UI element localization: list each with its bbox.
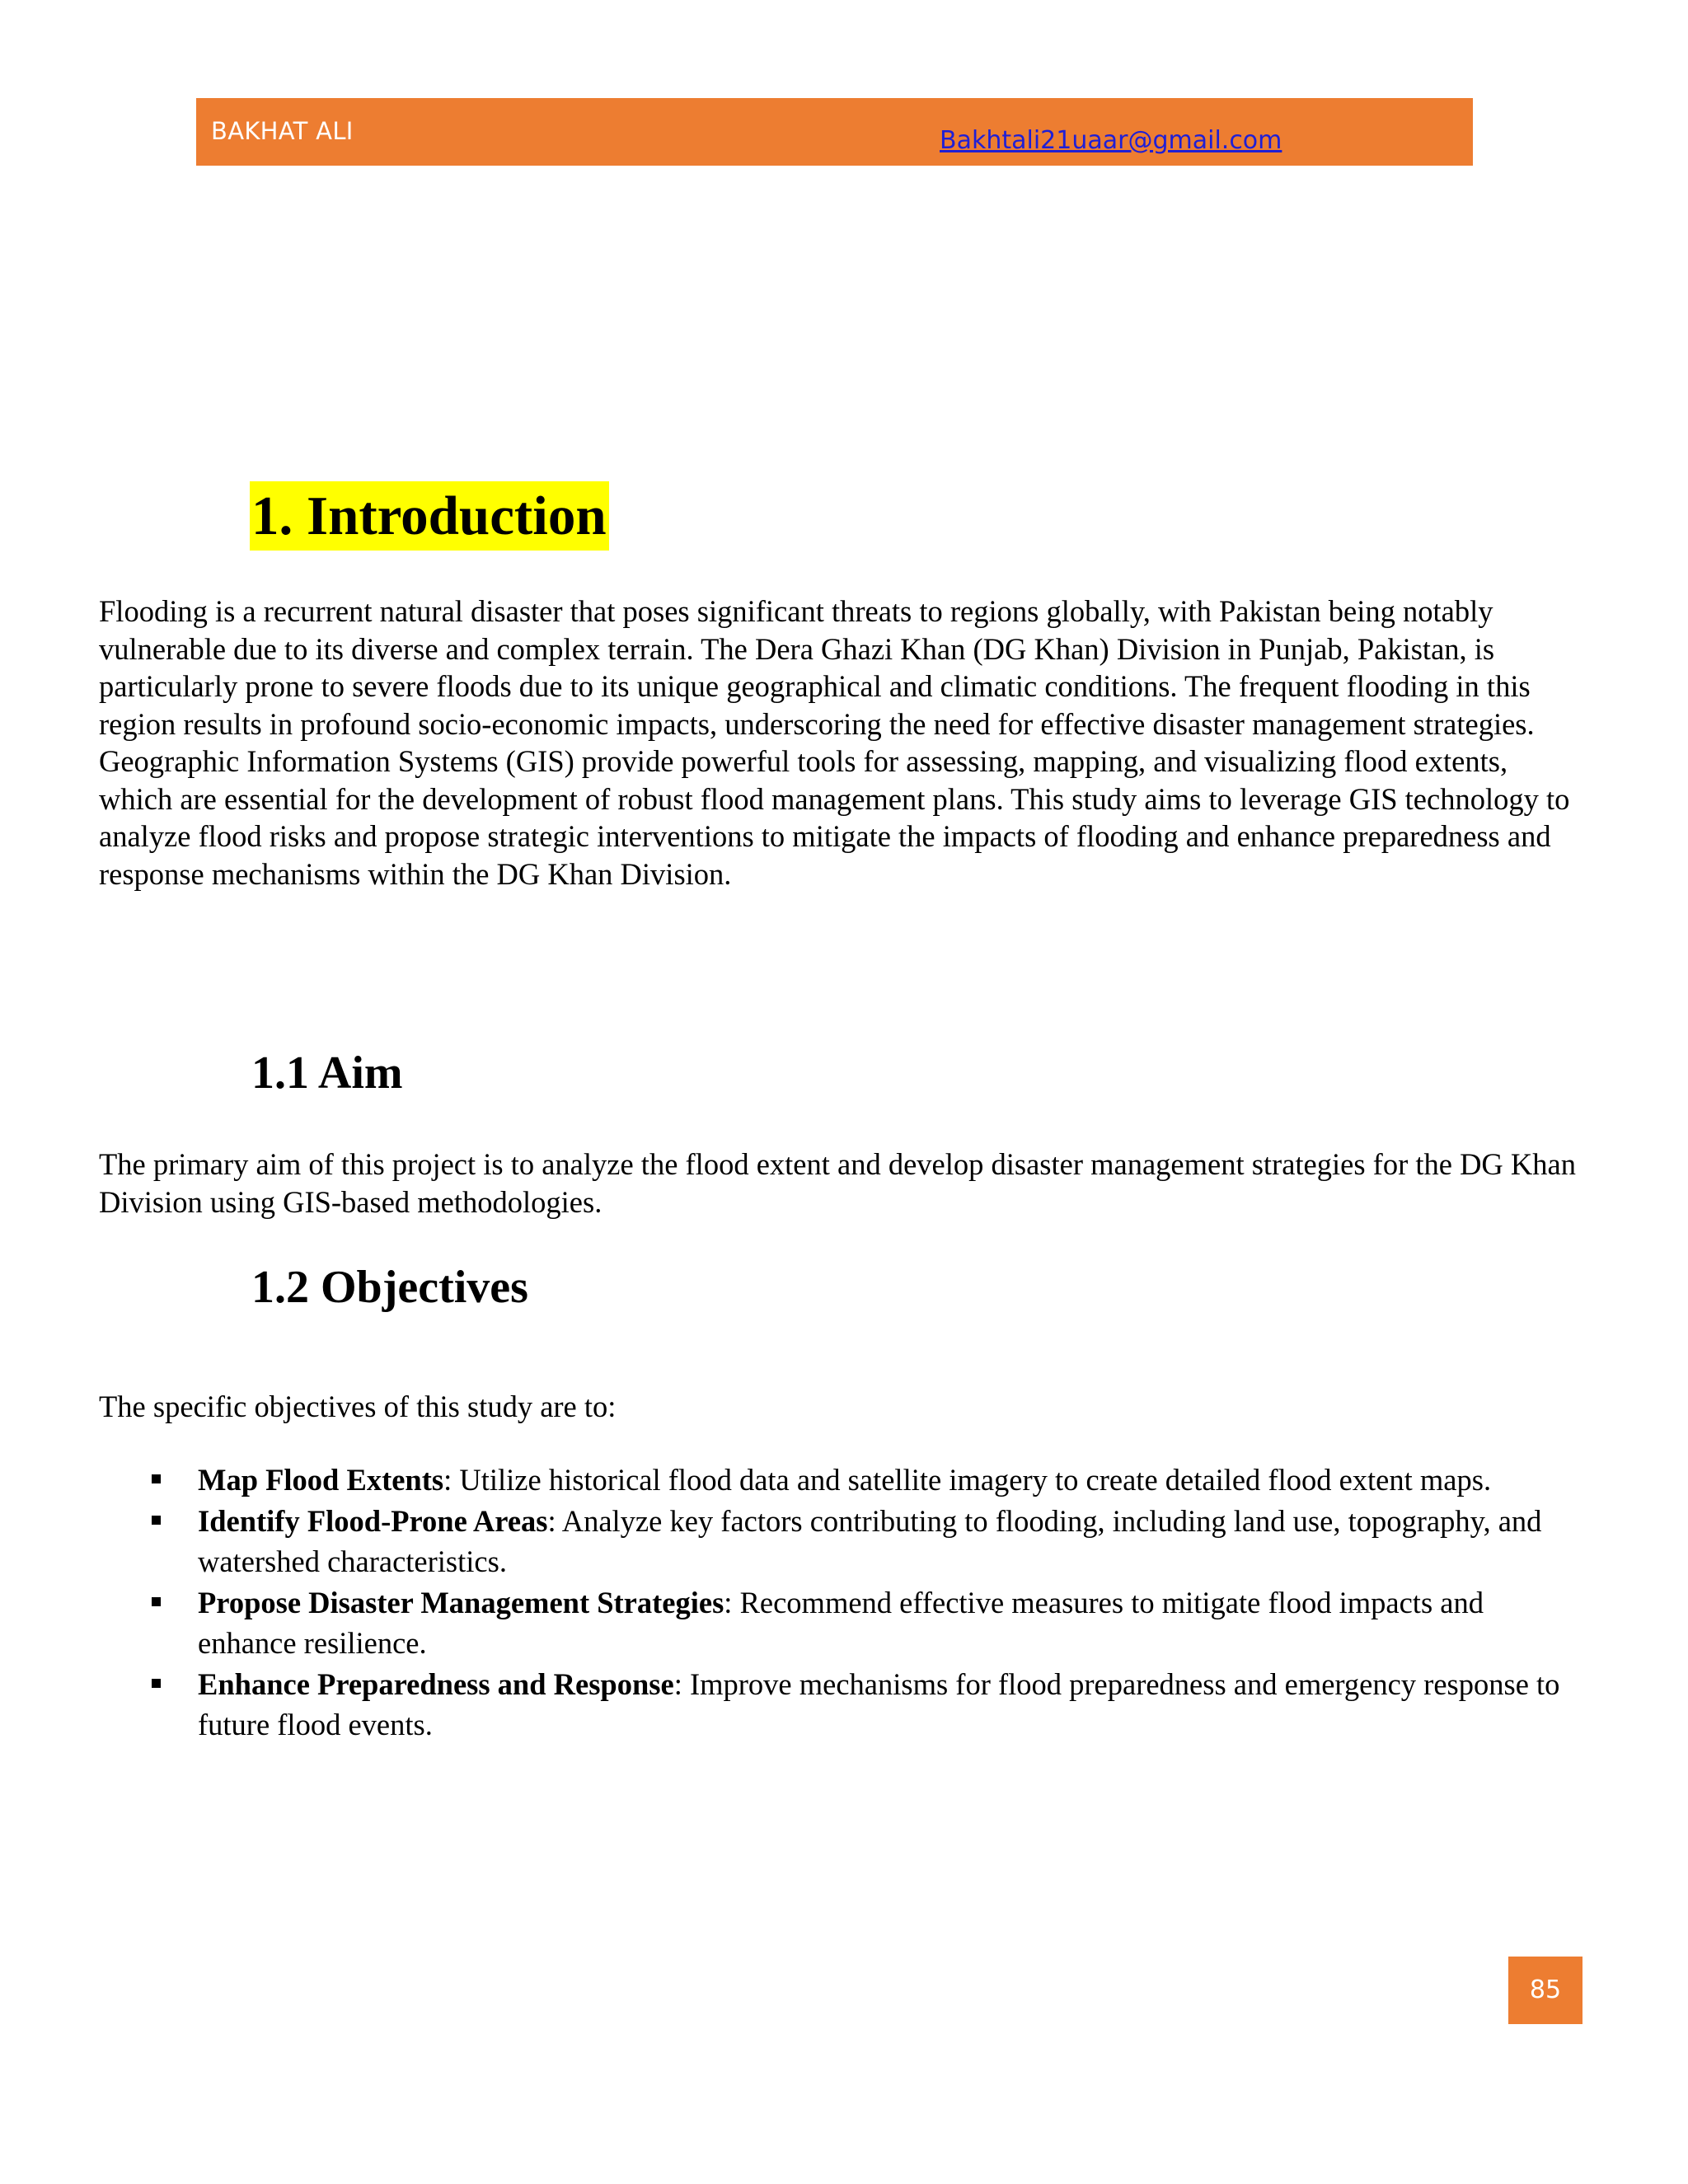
objective-title: Enhance Preparedness and Response	[198, 1666, 674, 1701]
objective-item	[148, 1664, 1582, 1746]
objective-item	[148, 1460, 1582, 1501]
header-email-link[interactable]: Bakhtali21uaar@gmail.com	[940, 126, 1282, 155]
objective-item	[148, 1501, 1582, 1582]
introduction-heading: 1. Introduction	[250, 481, 609, 551]
introduction-paragraph: Flooding is a recurrent natural disaster that poses significant threats to regions globally, with Pakistan being notably vulnerable due to its diverse and complex terrain. The Dera Ghazi Khan (DG Khan) Division in Punjab, Pakistan, is particularly prone to severe floods due to its unique geographical and climatic conditions. The frequent flooding in this region results in profound socio-economic impacts, underscoring the need for effective disaster management strategies. Geographic Information Systems (GIS) provide powerful tools for assessing, mapping, and visualizing flood extents, which are essential for the development of robust flood management plans. This study aims to leverage GIS technology to analyze flood risks and propose strategic interventions to mitigate the impacts of flooding and enhance preparedness and response mechanisms within the DG Khan Division.	[99, 594, 1570, 891]
square-bullet-icon	[152, 1679, 161, 1688]
header-bar	[196, 98, 1473, 166]
objective-text: : Utilize historical flood data and satellite imagery to create detailed flood extent maps.	[443, 1463, 1492, 1497]
objective-text: : Improve mechanisms for flood preparedness and emergency response to future flood events.	[198, 1666, 1560, 1741]
objective-text: : Recommend effective measures to mitigate flood impacts and enhance resilience.	[198, 1585, 1484, 1660]
square-bullet-icon	[152, 1597, 161, 1606]
aim-paragraph: The primary aim of this project is to analyze the flood extent and develop disaster management strategies for the DG Khan Division using GIS-based methodologies.	[99, 1147, 1576, 1219]
objective-title: Propose Disaster Management Strategies	[198, 1585, 724, 1619]
objectives-heading: 1.2 Objectives	[251, 1262, 528, 1313]
objective-title: Identify Flood-Prone Areas	[198, 1503, 548, 1538]
objectives-intro: The specific objectives of this study are to:	[99, 1390, 617, 1423]
header-author: BAKHAT ALI	[211, 117, 354, 145]
objective-title: Map Flood Extents	[198, 1463, 444, 1497]
square-bullet-icon	[152, 1516, 161, 1525]
objective-text: : Analyze key factors contributing to flooding, including land use, topography, and watershed characteristics.	[198, 1503, 1542, 1578]
objective-item	[148, 1582, 1582, 1664]
objectives-list	[148, 1460, 1582, 1746]
square-bullet-icon	[152, 1474, 161, 1483]
aim-heading: 1.1 Aim	[251, 1047, 403, 1099]
page-number-badge: 85	[1508, 1957, 1582, 2024]
